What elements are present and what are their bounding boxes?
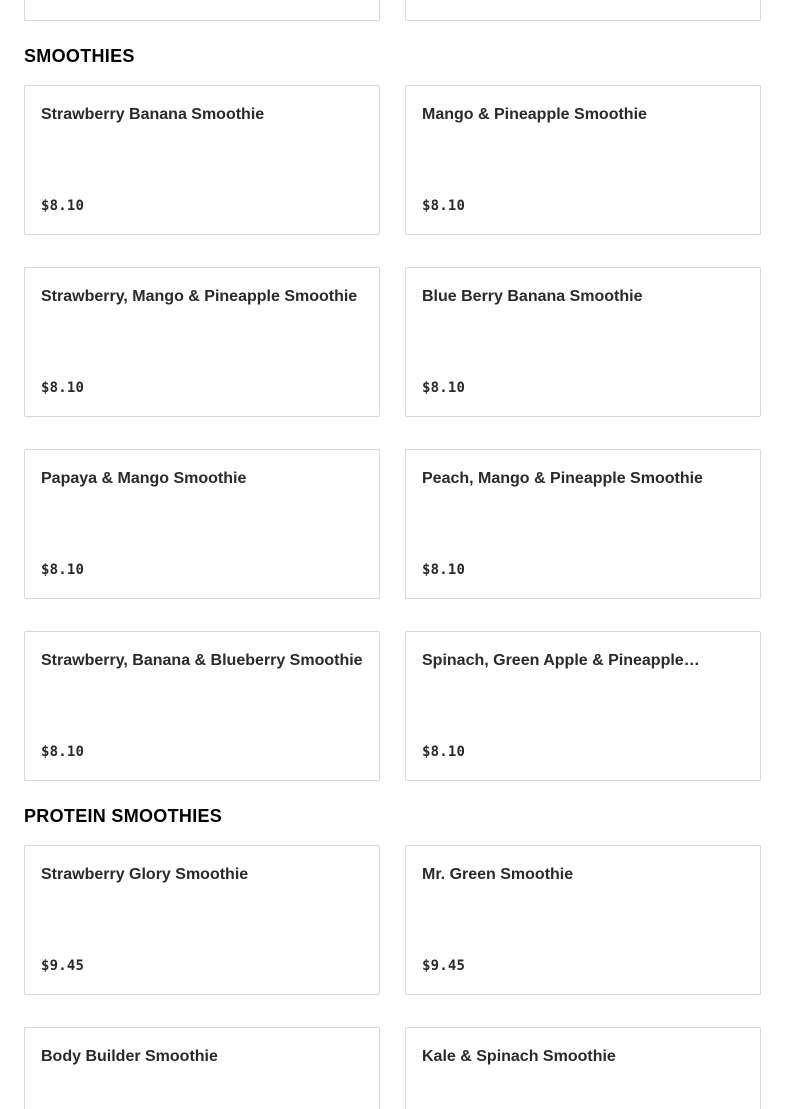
menu-item-card[interactable] [24, 449, 380, 599]
menu-item-name: Papaya & Mango Smoothie [41, 470, 247, 487]
menu-item-name: Strawberry, Mango & Pineapple Smoothie [41, 288, 358, 305]
menu-item-card[interactable] [405, 1027, 761, 1109]
menu-item-price: $9.45 [422, 958, 466, 974]
menu-item-card[interactable] [405, 845, 761, 995]
menu-item-card-partial[interactable] [405, 0, 761, 21]
menu-item-price: $8.10 [422, 198, 466, 214]
menu-item-name: Spinach, Green Apple & Pineapple… [422, 652, 700, 669]
menu-item-card[interactable] [24, 1027, 380, 1109]
menu-item-card[interactable] [24, 85, 380, 235]
menu-item-price: $8.10 [41, 198, 85, 214]
menu-item-name: Body Builder Smoothie [41, 1048, 218, 1065]
section-title-protein-smoothies: PROTEIN SMOOTHIES [24, 806, 223, 826]
menu-item-card[interactable] [24, 845, 380, 995]
menu-item-card[interactable] [405, 449, 761, 599]
menu-item-price: $8.10 [422, 562, 466, 578]
menu-item-price: $8.10 [41, 562, 85, 578]
menu-item-name: Peach, Mango & Pineapple Smoothie [422, 470, 703, 487]
menu-item-price: $9.45 [41, 958, 85, 974]
menu-item-price: $8.10 [41, 380, 85, 396]
menu-item-card[interactable] [405, 631, 761, 781]
menu-item-name: Kale & Spinach Smoothie [422, 1048, 616, 1065]
menu-item-card[interactable] [405, 267, 761, 417]
menu-item-card[interactable] [405, 85, 761, 235]
menu-item-card-partial[interactable] [24, 0, 380, 21]
menu-item-name: Blue Berry Banana Smoothie [422, 288, 643, 305]
menu-item-name: Strawberry Glory Smoothie [41, 866, 249, 883]
menu-item-price: $8.10 [422, 380, 466, 396]
menu-item-name: Strawberry, Banana & Blueberry Smoothie [41, 652, 363, 669]
section-title-smoothies: SMOOTHIES [24, 46, 135, 66]
menu-item-card[interactable] [24, 631, 380, 781]
menu-item-name: Mango & Pineapple Smoothie [422, 106, 647, 123]
menu-item-price: $8.10 [422, 744, 466, 760]
menu-item-price: $8.10 [41, 744, 85, 760]
menu-item-name: Strawberry Banana Smoothie [41, 106, 265, 123]
menu-item-name: Mr. Green Smoothie [422, 866, 574, 883]
menu-item-card[interactable] [24, 267, 380, 417]
